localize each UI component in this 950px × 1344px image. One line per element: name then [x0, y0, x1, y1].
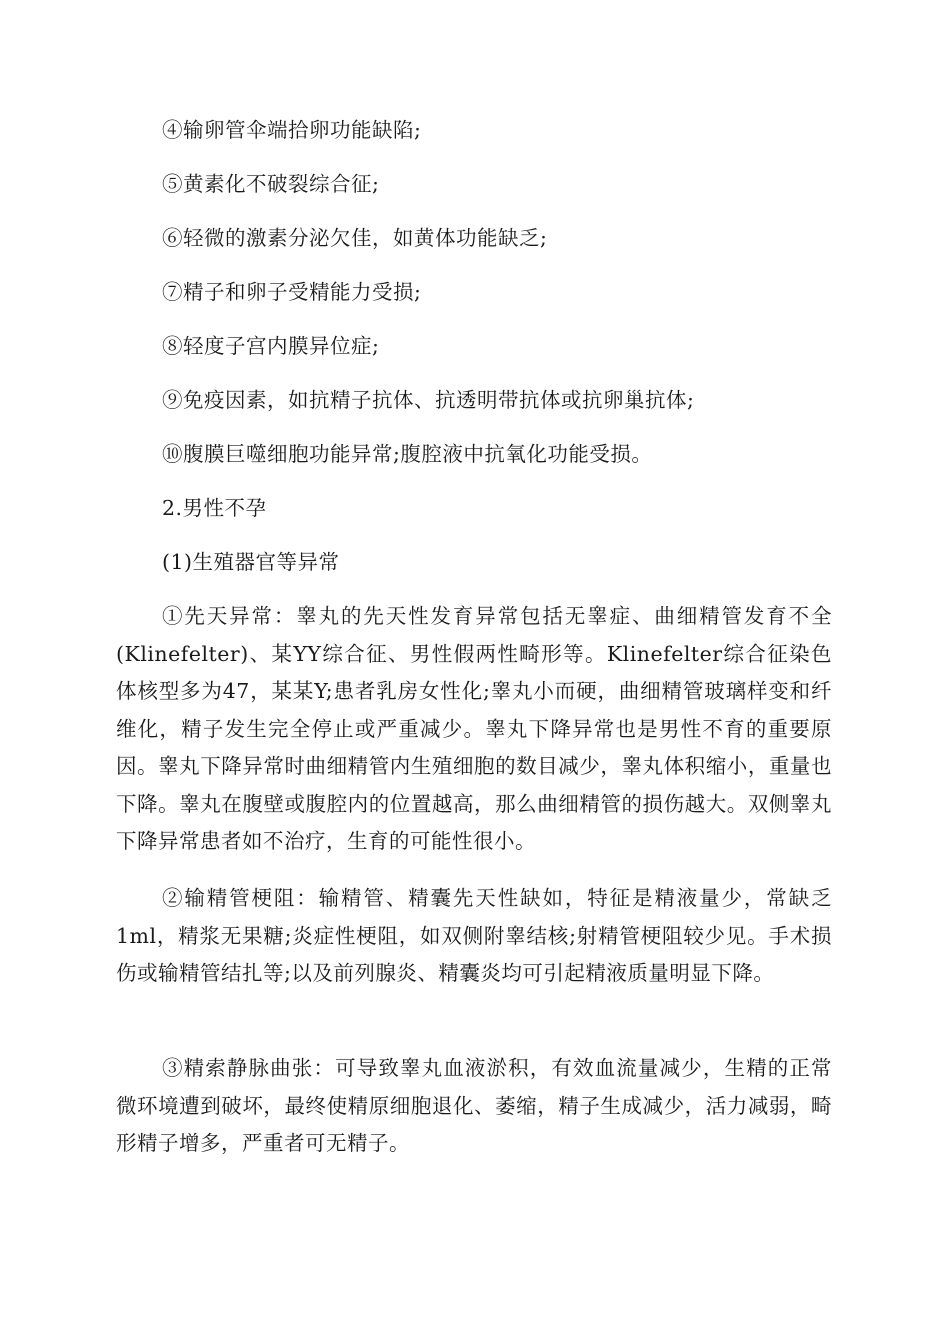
paragraph-congenital-abnormality: ①先天异常：睾丸的先天性发育异常包括无睾症、曲细精管发育不全(Klinefelter)、某YY综合征、男性假两性畸形等。Klinefelter综合征染色体核型多为47，某某Y;患者乳房女性化;睾丸小而硬，曲细精管玻璃样变和纤维化，精子发生完全停止或严重减少。睾丸下降异常也是男性不育的重要原因。睾丸下降异常时曲细精管内生殖细胞的数目减少，睾丸体积缩小，重量也下降。睾丸在腹壁或腹腔内的位置越高，那么曲细精管的损伤越大。双侧睾丸下降异常患者如不治疗，生育的可能性很小。: [116, 604, 832, 853]
list-item: ⑩腹膜巨噬细胞功能异常;腹腔液中抗氧化功能受损。: [162, 442, 653, 466]
list-item: ④输卵管伞端拾卵功能缺陷;: [162, 118, 422, 142]
list-item: ⑥轻微的激素分泌欠佳，如黄体功能缺乏;: [162, 226, 548, 250]
subsection-heading: (1)生殖器官等异常: [162, 550, 340, 574]
paragraph-varicocele: ③精索静脉曲张：可导致睾丸血液淤积，有效血流量减少，生精的正常微环境遭到破坏，最终使精原细胞退化、萎缩，精子生成减少，活力减弱，畸形精子增多，严重者可无精子。: [116, 1056, 832, 1155]
list-item: ⑧轻度子宫内膜异位症;: [162, 334, 380, 358]
list-item: ⑨免疫因素，如抗精子抗体、抗透明带抗体或抗卵巢抗体;: [162, 388, 695, 412]
section-heading: 2.男性不孕: [162, 496, 267, 520]
paragraph-vas-deferens-obstruction: ②输精管梗阻：输精管、精囊先天性缺如，特征是精液量少，常缺乏1ml，精浆无果糖;炎症性梗阻，如双侧附睾结核;射精管梗阻较少见。手术损伤或输精管结扎等;以及前列腺炎、精囊炎均可引起精液质量明显下降。: [116, 886, 832, 985]
list-item: ⑦精子和卵子受精能力受损;: [162, 280, 422, 304]
list-item: ⑤黄素化不破裂综合征;: [162, 172, 380, 196]
